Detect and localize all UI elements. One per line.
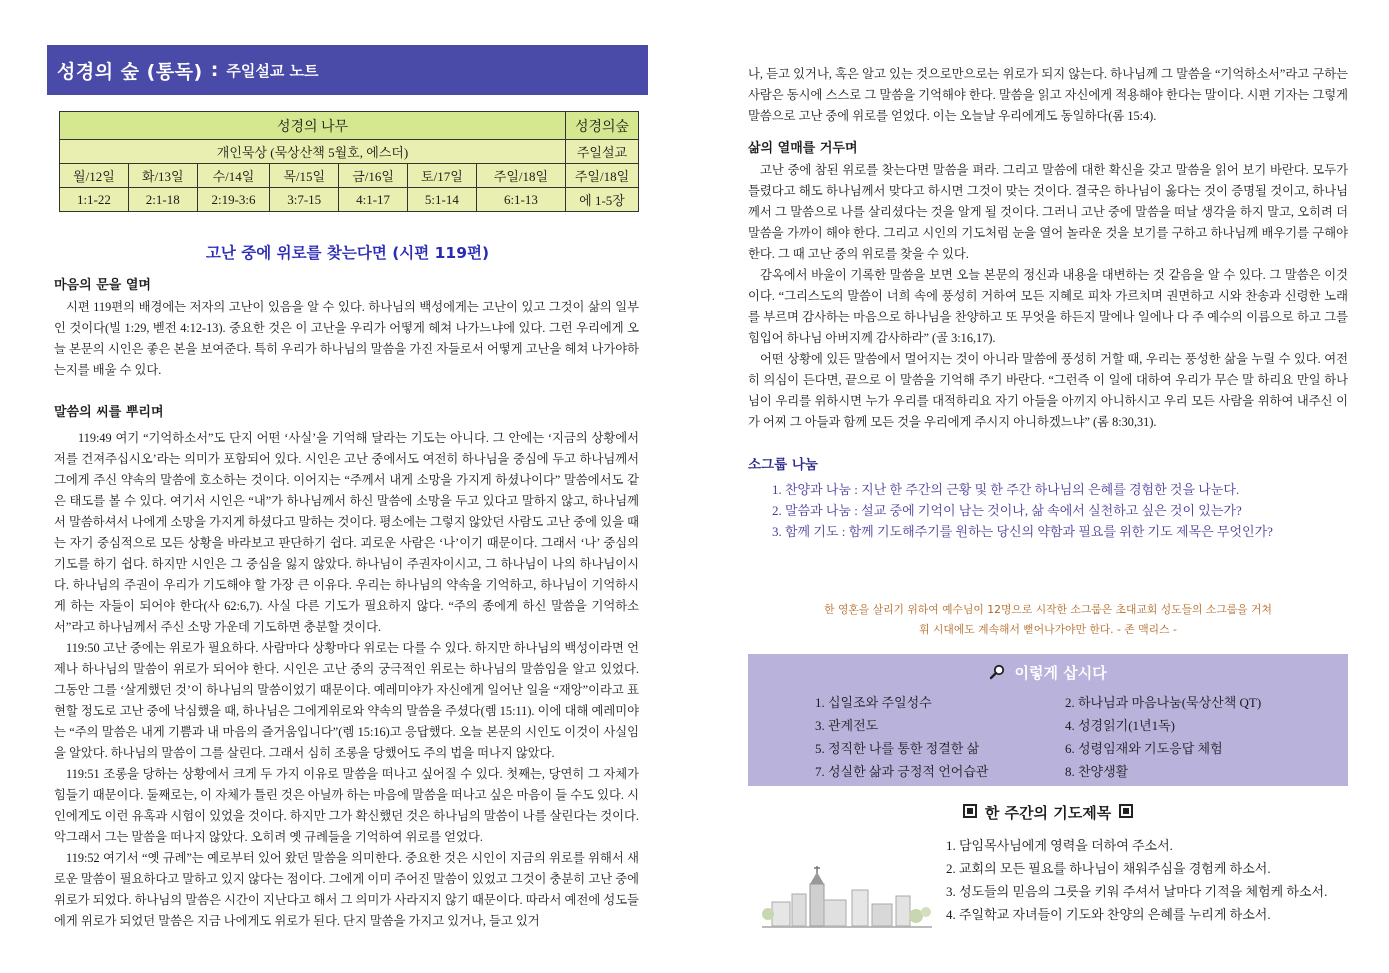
church-illustration (762, 864, 932, 934)
section-heading-sow-seed: 말씀의 씨를 뿌리며 (54, 405, 164, 420)
day-cell: 월/12일 (60, 164, 129, 188)
paragraph: 감옥에서 바울이 기록한 말씀을 보면 오늘 본문의 정신과 내용을 대변하는 것 같음을 알 수 있다. 그 말씀은 이것이다. “그리스도의 말씀이 너희 속에 풍성히 거하여 모든 지혜로 피차 가르치며 권면하고 시와 찬송과 신령한 노래를 부르며 감사하는 마음으로 하나님을 찬양하고 또 무엇을 하든지 말에나 일에나 다 주 예수의 이름으로 하고 그를 힘입어 하나님 아버지께 감사하라” (골 3:16,17). (748, 268, 1348, 345)
list-item: 4. 성경읽기(1년1독) (1065, 718, 1176, 733)
forest-passage-cell: 에 1-5장 (566, 188, 639, 212)
sow-seed-body (54, 428, 639, 932)
day-cell: 주일/18일 (476, 164, 565, 188)
passage-cell: 5:1-14 (407, 188, 476, 212)
list-item: 8. 찬양생활 (1065, 764, 1129, 779)
section-heading-share: 소그룹 나눔 (748, 457, 818, 473)
sermon-title: 고난 중에 위로를 찾는다면 (시편 119편) (205, 244, 490, 262)
square-bullet-icon (963, 804, 977, 818)
paragraph: 119:51 조롱을 당하는 상황에서 크게 두 가지 이유로 말씀을 떠나고 싶어질 수 있다. 첫째는, 당연히 그 자체가 힘들기 때문이다. 둘째로는, 이 자체가 틀린 것은 아닐까 하는 마음에 말씀을 떠나고 싶은 마음이 들 수도 있다. 시인에게도 이런 유혹과 시험이 있었을 것이다. 하지만 그가 확신했던 것은 하나님의 말씀이 나를 살린다는 것이다. 악그래서 그는 말씀을 떠나지 않았다. 오히려 옛 규례들을 기억하여 위로를 얻었다. (54, 767, 639, 844)
paragraph: 119:52 여기서 “옛 규례”는 예로부터 있어 왔던 말씀을 의미한다. 중요한 것은 시인이 지금의 위로를 위해서 새로운 말씀이 필요하다고 말하고 있지 않다는 점이다. 그에게 이미 주어진 말씀이 있었고 그것이 충분히 고난 중에 위로가 되었다. 하나님의 말씀은 시간이 지난다고 해서 그 의미가 사라지지 않기 때문이다. 따라서 예전에 성도들에게 위로가 되었던 말씀은 지금 나에게도 위로가 된다. 단지 말씀을 가지고 있거나, 들고 있거 (54, 851, 639, 928)
prayer-list (946, 834, 1346, 926)
devotion-label: 개인묵상 (묵상산책 5월호, 에스더) (60, 140, 566, 164)
reading-schedule-table (59, 111, 639, 212)
list-item: 1. 담임목사님에게 영력을 더하여 주소서. (946, 838, 1173, 853)
section-heading-open-heart: 마음의 문을 열며 (54, 278, 151, 293)
passage-cell: 6:1-13 (476, 188, 565, 212)
live-title: 이렇게 삽시다 (1014, 664, 1107, 682)
passage-cell: 4:1-17 (339, 188, 408, 212)
paragraph: 119:50 고난 중에는 위로가 필요하다. 사람마다 상황마다 위로는 다를 수 있다. 하지만 하나님의 백성이라면 언제나 하나님의 말씀이 위로가 되어야 한다. 시인은 고난 중의 궁극적인 위로는 하나님의 말씀임을 알고 있었다. 그동안 그를 ‘살게했던 것’이 하나님의 말씀이었기 때문이다. 예레미야가 자신에게 일어난 일을 “재앙”이라고 표현할 정도로 고난 중에 낙심했을 때, 하나님은 그에게위로와 약속의 말씀을 주셨다(렘 15:11). 이에 대해 예레미야는 “주의 말씀은 내게 기쁨과 내 마음의 즐거움입니다”(렘 15:16)고 응답했다. 오늘 본문의 시인도 이것이 사실임을 알았다. 하나님의 말씀이 그를 살린다. 그래서 심히 조롱을 당했어도 주의 법을 떠나지 않았다. (54, 641, 639, 760)
paragraph: 나, 듣고 있거나, 혹은 알고 있는 것으로만으로는 위로가 되지 않는다. 하나님께 그 말씀을 “기억하소서”라고 구하는 사람은 동시에 스스로 그 말씀을 기억해야 한다. 말씀을 읽고 자신에게 적용해야 한다는 말이다. 시편 기자는 그렇게 말씀으로 고난 중에 위로를 얻었다. 이는 오늘날 우리에게도 동일하다(롬 15:4). (748, 67, 1348, 123)
passage-cell: 3:7-15 (270, 188, 339, 212)
quote-line: 한 영혼을 살리기 위하여 예수님이 12명으로 시작한 소그룹은 초대교회 성도들의 소그룹을 거쳐 (824, 603, 1272, 616)
list-item: 3. 성도들의 믿음의 그릇을 키워 주셔서 날마다 기적을 체험케 하소서. (946, 884, 1328, 899)
day-cell: 수/14일 (197, 164, 270, 188)
right-column (748, 64, 1348, 922)
share-list (772, 479, 1348, 542)
live-box (748, 654, 1348, 786)
passage-cell: 2:19-3:6 (197, 188, 270, 212)
left-column (47, 45, 648, 928)
day-cell: 목/15일 (270, 164, 339, 188)
square-bullet-icon (1119, 804, 1133, 818)
quote-line: 휘 시대에도 계속해서 뻗어나가야만 한다. - 존 맥리스 - (919, 623, 1177, 636)
passage-cell: 2:1-18 (128, 188, 197, 212)
passage-cell: 1:1-22 (60, 188, 129, 212)
list-item: 6. 성령임재와 기도응답 체험 (1065, 741, 1223, 756)
page-header (47, 45, 648, 95)
header-separator: : (210, 59, 219, 81)
forest-label: 성경의숲 (566, 112, 639, 140)
prayer-title-row (748, 802, 1348, 823)
quote (748, 600, 1348, 640)
magnifier-icon (989, 664, 1005, 680)
paragraph: 고난 중에 참된 위로를 찾는다면 말씀을 펴라. 그리고 말씀에 대한 확신을 갖고 말씀을 읽어 보기 바란다. 모두가 틀렸다고 해도 하나님께서 맞다고 하시면 그것이 맞는 것이다. 결국은 하나님이 옳다는 것이 증명될 것이고, 하나님께서 그 말씀으로 나를 살리셨다는 것을 알게 될 것이다. 그러니 고난 중에 말씀을 떠날 생각을 하지 말고, 오히려 더 말씀을 가까이 해야 한다. 그리고 시인의 기도처럼 눈을 열어 놀라운 것을 보기를 구하고 하나님께 배우기를 구해야 한다. 그 때 고난 중의 위로를 찾을 수 있다. (748, 163, 1348, 261)
paragraph: 시편 119편의 배경에는 저자의 고난이 있음을 알 수 있다. 하나님의 백성에게는 고난이 있고 그것이 삶의 일부인 것이다(빌 1:29, 벧전 4:12-13). 중요한 것은 이 고난을 우리가 어떻게 헤쳐 나가느냐에 있다. 그런 우리에게 오늘 본문의 시인은 좋은 본을 보여준다. 특히 우리가 하나님의 말씀을 가진 자들로서 어떻게 고난을 헤쳐 나가야하는지를 배울 수 있다. (54, 300, 639, 377)
list-item: 1. 십일조와 주일성수 (815, 695, 932, 710)
sermon-label: 주일설교 (566, 140, 639, 164)
continued-text (748, 64, 1348, 127)
header-title: 성경의 숲 (통독) (57, 60, 203, 83)
day-cell: 화/13일 (128, 164, 197, 188)
list-item: 3. 관계전도 (815, 718, 879, 733)
list-item: 5. 정직한 나를 통한 정결한 삶 (815, 741, 980, 756)
harvest-body (748, 160, 1348, 433)
forest-day-cell: 주일/18일 (566, 164, 639, 188)
open-heart-body (54, 297, 639, 381)
paragraph: 119:49 여기 “기억하소서”도 단지 어떤 ‘사실’을 기억해 달라는 기도는 아니다. 그 안에는 ‘지금의 상황에서 저를 건져주십시오’라는 의미가 포함되어 있다. 시인은 고난 중에서도 여전히 하나님을 중심에 두고 하나님께서 그에게 주신 약속의 말씀에 호소하는 것이다. 이어지는 “주께서 내게 소망을 가지게 하셨나이다” 말씀에서도 같은 태도를 볼 수 있다. 여기서 시인은 “내”가 하나님께서 하신 말씀에 소망을 두고 있다고 말하지 않고, 하나님께서 말씀하셔서 나에게 소망을 가지게 하셨다고 말하는 것이다. 평소에는 그렇지 않았던 사람도 고난 중에 있을 때는 자기 중심적으로 모든 상황을 바라보고 판단하기 쉽다. 괴로운 사람은 ‘나’이기 때문이다. 그래서 ‘나’ 중심의 기도를 하기 쉽다. 하지만 시인은 그 중심을 잃지 않았다. 하나님이 주권자이시고, 그 하나님이 나의 하나님이시다. 하나님의 주권이 우리가 기도해야 할 가장 큰 이유다. 우리는 하나님의 약속을 기억하고, 하나님이 기억하시게 하는 자들이 되어야 한다(사 62:6,7). 사실 다른 기도가 필요하지 않다. “주의 종에게 하신 말씀을 기억하소서”라고 하나님께서 주신 소망 가운데 기도하면 충분할 것이다. (54, 431, 639, 634)
header-subtitle: 주일설교 노트 (226, 61, 319, 80)
list-item: 2. 교회의 모든 필요를 하나님이 채워주심을 경험케 하소서. (946, 861, 1271, 876)
live-grid (815, 692, 1335, 782)
prayer-title: 한 주간의 기도제목 (984, 804, 1112, 822)
day-cell: 토/17일 (407, 164, 476, 188)
live-title-row (748, 662, 1348, 684)
paragraph: 어떤 상황에 있든 말씀에서 멀어지는 것이 아니라 말씀에 풍성히 거할 때, 우리는 풍성한 삶을 누릴 수 있다. 여전히 의심이 든다면, 끝으로 이 말씀을 기억해 주기 바란다. “그런즉 이 일에 대하여 우리가 무슨 말 하리요 만일 하나님이 우리를 위하시면 누가 우리를 대적하리요 자기 아들을 아끼지 아니하시고 우리 모든 사람을 위하여 내주신 이가 어찌 그 아들과 함께 모든 것을 우리에게 주시지 아니하겠느냐” (롬 8:30,31). (748, 352, 1348, 429)
section-heading-harvest: 삶의 열매를 거두며 (748, 141, 858, 156)
list-item: 4. 주일학교 자녀들이 기도와 찬양의 은혜를 누리게 하소서. (946, 907, 1271, 922)
list-item: 7. 성실한 삶과 긍정적 언어습관 (815, 764, 989, 779)
list-item: 3. 함께 기도 : 함께 기도해주기를 원하는 당신의 약함과 필요를 위한 기도 제목은 무엇인가? (772, 524, 1273, 539)
list-item: 2. 하나님과 마음나눔(묵상산책 QT) (1065, 695, 1262, 710)
list-item: 1. 찬양과 나눔 : 지난 한 주간의 근황 및 한 주간 하나님의 은혜를 경험한 것을 나눈다. (772, 482, 1240, 497)
list-item: 2. 말씀과 나눔 : 설교 중에 기억이 남는 것이나, 삶 속에서 실천하고 싶은 것이 있는가? (772, 503, 1242, 518)
day-cell: 금/16일 (339, 164, 408, 188)
tree-label: 성경의 나무 (60, 112, 566, 140)
